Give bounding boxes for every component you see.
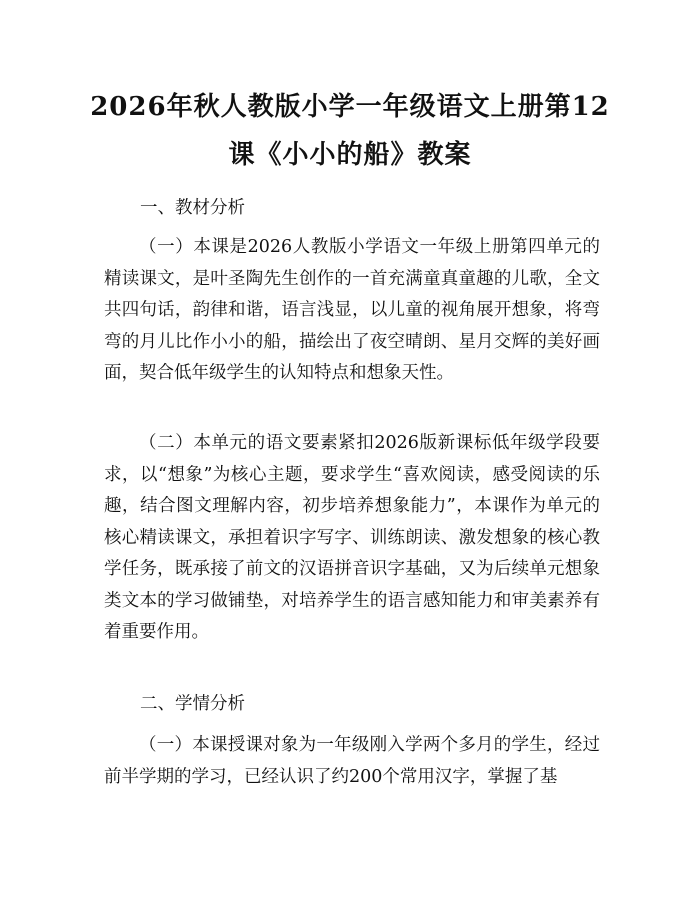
- paragraph-textbook-analysis-1: （一）本课是2026人教版小学语文一年级上册第四单元的精读课文，是叶圣陶先生创作的一首充满童真童趣的儿歌，全文共四句话，韵律和谐，语言浅显，以儿童的视角展开想象，将弯弯的月儿比作小小的船，描绘出了夜空晴朗、星月交辉的美好画面，契合低年级学生的认知特点和想象天性。: [104, 237, 600, 383]
- document-title-line-1: 2026年秋人教版小学一年级语文上册第12: [90, 92, 610, 122]
- paragraph-learner-analysis-1: （一）本课授课对象为一年级刚入学两个多月的学生，经过前半学期的学习，已经认识了约200个常用汉字，掌握了基: [104, 735, 600, 787]
- section-heading-textbook-analysis: 一、教材分析: [140, 198, 245, 218]
- paragraph-textbook-analysis-2: （二）本单元的语文要素紧扣2026版新课标低年级学段要求，以“想象”为核心主题，要求学生“喜欢阅读，感受阅读的乐趣，结合图文理解内容，初步培养想象能力”，本课作为单元的核心精读课文，承担着识字写字、训练朗读、激发想象的核心教学任务，既承接了前文的汉语拼音识字基础，又为后续单元想象类文本的学习做铺垫，对培养学生的语言感知能力和审美素养有着重要作用。: [104, 433, 600, 642]
- section-heading-learner-analysis: 二、学情分析: [140, 694, 245, 714]
- document-title-line-2: 课《小小的船》教案: [228, 140, 472, 170]
